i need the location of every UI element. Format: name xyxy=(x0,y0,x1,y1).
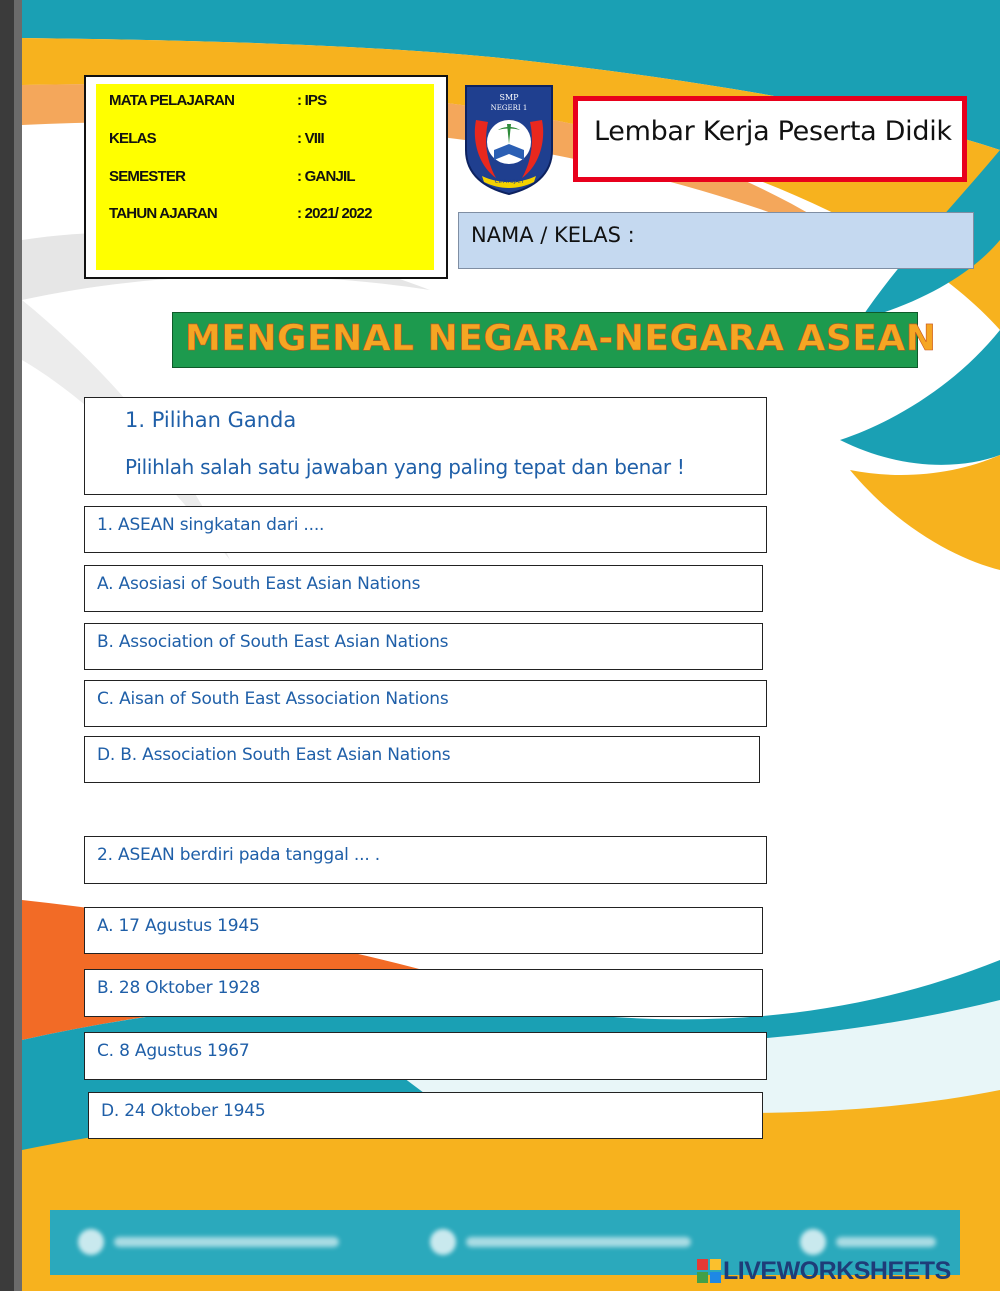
liveworksheets-brand: LIVEWORKSHEETS xyxy=(723,1257,951,1285)
question-2-option-a[interactable] xyxy=(84,907,763,954)
section-intro-box xyxy=(84,397,767,495)
footer-contact-icon xyxy=(78,1229,104,1255)
question-1-option-a[interactable] xyxy=(84,565,763,612)
section-instruction: Pilihlah salah satu jawaban yang paling tepat dan benar ! xyxy=(125,455,685,479)
topic-title: MENGENAL NEGARA-NEGARA ASEAN xyxy=(185,318,937,359)
info-value: : IPS xyxy=(297,92,327,109)
info-label: TAHUN AJARAN xyxy=(109,205,217,222)
worksheet-title-box xyxy=(573,96,967,182)
question-2 xyxy=(84,836,767,884)
name-class-label: NAMA / KELAS : xyxy=(471,223,635,247)
option-text: B. Association of South East Asian Nations xyxy=(97,632,449,652)
option-text: A. 17 Agustus 1945 xyxy=(97,916,260,936)
option-text: D. B. Association South East Asian Nations xyxy=(97,745,451,765)
option-text: D. 24 Oktober 1945 xyxy=(101,1101,266,1121)
footer-contact-icon xyxy=(800,1229,826,1255)
info-label: SEMESTER xyxy=(109,168,186,185)
footer-contact-text xyxy=(466,1237,691,1247)
question-1-option-b[interactable] xyxy=(84,623,763,670)
question-1-option-c[interactable] xyxy=(84,680,767,727)
name-class-field[interactable] xyxy=(458,212,974,269)
footer-contact-item xyxy=(78,1227,348,1257)
footer-contact-text xyxy=(114,1237,339,1247)
question-1-option-d[interactable] xyxy=(84,736,760,783)
footer-contact-item xyxy=(800,1227,950,1257)
question-2-option-c[interactable] xyxy=(84,1032,767,1080)
info-label: KELAS xyxy=(109,130,156,147)
footer-contact-item xyxy=(430,1227,700,1257)
info-value: : VIII xyxy=(297,130,324,147)
footer-contact-text xyxy=(836,1237,936,1247)
option-text: C. Aisan of South East Association Nations xyxy=(97,689,449,709)
info-value: : 2021/ 2022 xyxy=(297,205,372,222)
school-logo-icon xyxy=(458,80,560,198)
question-2-option-b[interactable] xyxy=(84,969,763,1017)
liveworksheets-cube-icon xyxy=(697,1259,721,1283)
question-text: 2. ASEAN berdiri pada tanggal ... . xyxy=(97,845,380,865)
info-label: MATA PELAJARAN xyxy=(109,92,235,109)
logo-top-text: SMP xyxy=(499,93,519,102)
info-value: : GANJIL xyxy=(297,168,355,185)
section-title: 1. Pilihan Ganda xyxy=(125,408,297,432)
worksheet-title: Lembar Kerja Peserta Didik xyxy=(594,116,952,147)
option-text: A. Asosiasi of South East Asian Nations xyxy=(97,574,421,594)
option-text: B. 28 Oktober 1928 xyxy=(97,978,261,998)
liveworksheets-watermark xyxy=(697,1257,995,1287)
logo-middle-text: NEGERI 1 xyxy=(490,104,528,112)
question-text: 1. ASEAN singkatan dari .... xyxy=(97,515,325,535)
footer-contact-icon xyxy=(430,1229,456,1255)
logo-bottom-text: CIPATUJAH xyxy=(494,179,524,185)
topic-banner xyxy=(172,312,937,368)
question-1 xyxy=(84,506,767,553)
option-text: C. 8 Agustus 1967 xyxy=(97,1041,250,1061)
question-2-option-d[interactable] xyxy=(88,1092,763,1139)
